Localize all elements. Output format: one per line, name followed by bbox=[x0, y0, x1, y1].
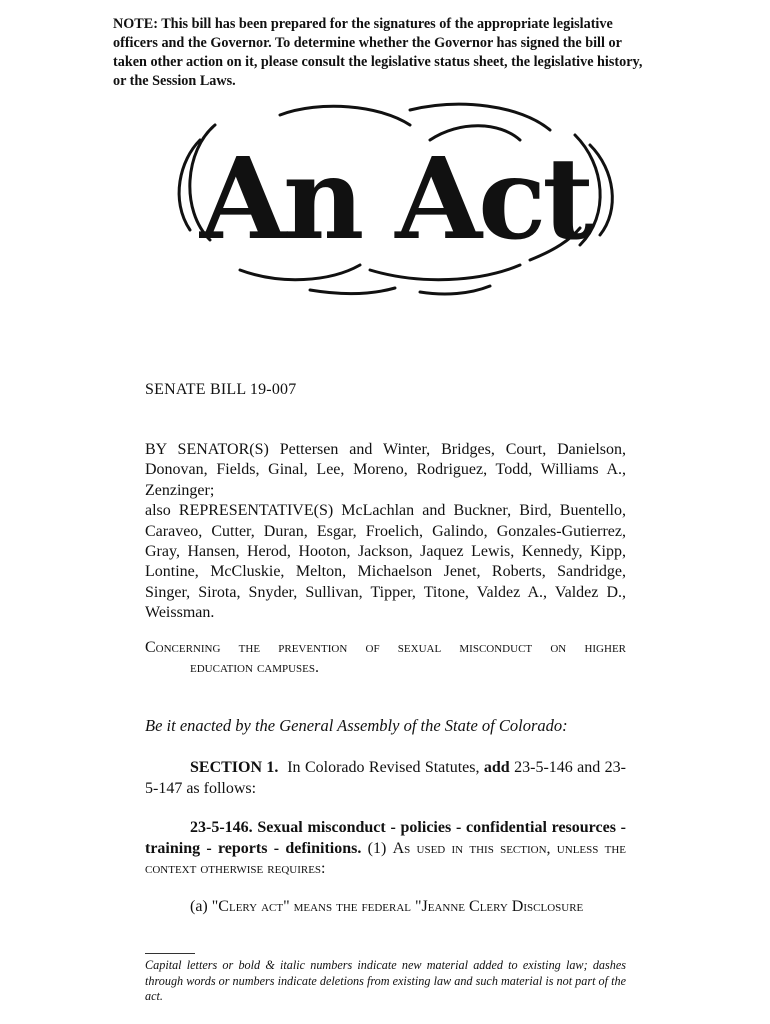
legislative-note: NOTE: This bill has been prepared for the signatures of the appropriate legislative officers and the Governor. To determine whether the Governor has signed the bill or taken other action on it, please consult the legislative status sheet, the legislative history, or the Session Laws. bbox=[113, 16, 643, 89]
footnote-divider bbox=[145, 953, 195, 954]
footnote: Capital letters or bold & italic numbers indicate new material added to existing law; dashes through words or numbers indicate deletions from existing law and such material is not part of the act. bbox=[145, 958, 626, 1003]
paragraph-a bbox=[190, 898, 626, 916]
house-sponsors: also REPRESENTATIVE(S) McLachlan and Buckner, Bird, Buentello, Caraveo, Cutter, Duran, Esgar, Froelich, Galindo, Gonzales-Gutierrez, Gray, Hansen, Herod, Hooton, Jackson, Jaquez Lewis, Kennedy, Kipp, Lontine, McCluskie, Melton, Michaelson Jenet, Roberts, Sandridge, Singer, Sirota, Snyder, Sullivan, Tipper, Titone, Valdez A., Valdez D., Weissman. bbox=[145, 502, 626, 622]
subsection-text: As used in this section, unless the context otherwise requires: bbox=[145, 839, 627, 877]
subsection-number: (1) bbox=[367, 839, 387, 857]
bill-title-line1: Concerning the prevention of sexual misconduct on higher bbox=[145, 639, 626, 656]
senate-sponsors: BY SENATOR(S) Pettersen and Winter, Bridges, Court, Danielson, Donovan, Fields, Ginal, Lee, Moreno, Rodriguez, Todd, Williams A., Zenzinger; bbox=[145, 441, 626, 499]
section-verb: add bbox=[483, 759, 510, 776]
section-1 bbox=[145, 757, 626, 799]
paragraph-a-label: (a) bbox=[190, 898, 208, 915]
subsection-23-5-146 bbox=[145, 818, 626, 880]
bill-title bbox=[145, 638, 626, 678]
sponsors-block bbox=[145, 440, 626, 624]
bill-number: SENATE BILL 19-007 bbox=[145, 381, 297, 398]
enacting-clause: Be it enacted by the General Assembly of the State of Colorado: bbox=[145, 716, 568, 735]
logo-text: An Act bbox=[199, 134, 591, 265]
paragraph-a-text: "Clery act" means the federal "Jeanne Clery Disclosure bbox=[211, 898, 584, 915]
subsection-heading: 23-5-146. Sexual misconduct - policies - confidential resources - training - reports - definitions. bbox=[145, 819, 626, 857]
section-text-before: In Colorado Revised Statutes, bbox=[287, 759, 480, 776]
an-act-logo bbox=[160, 100, 630, 300]
section-label: SECTION 1. bbox=[190, 759, 279, 776]
bill-title-line2: education campuses. bbox=[190, 659, 320, 676]
section-text-after: 23-5-146 and 23-5-147 as follows: bbox=[145, 759, 626, 797]
